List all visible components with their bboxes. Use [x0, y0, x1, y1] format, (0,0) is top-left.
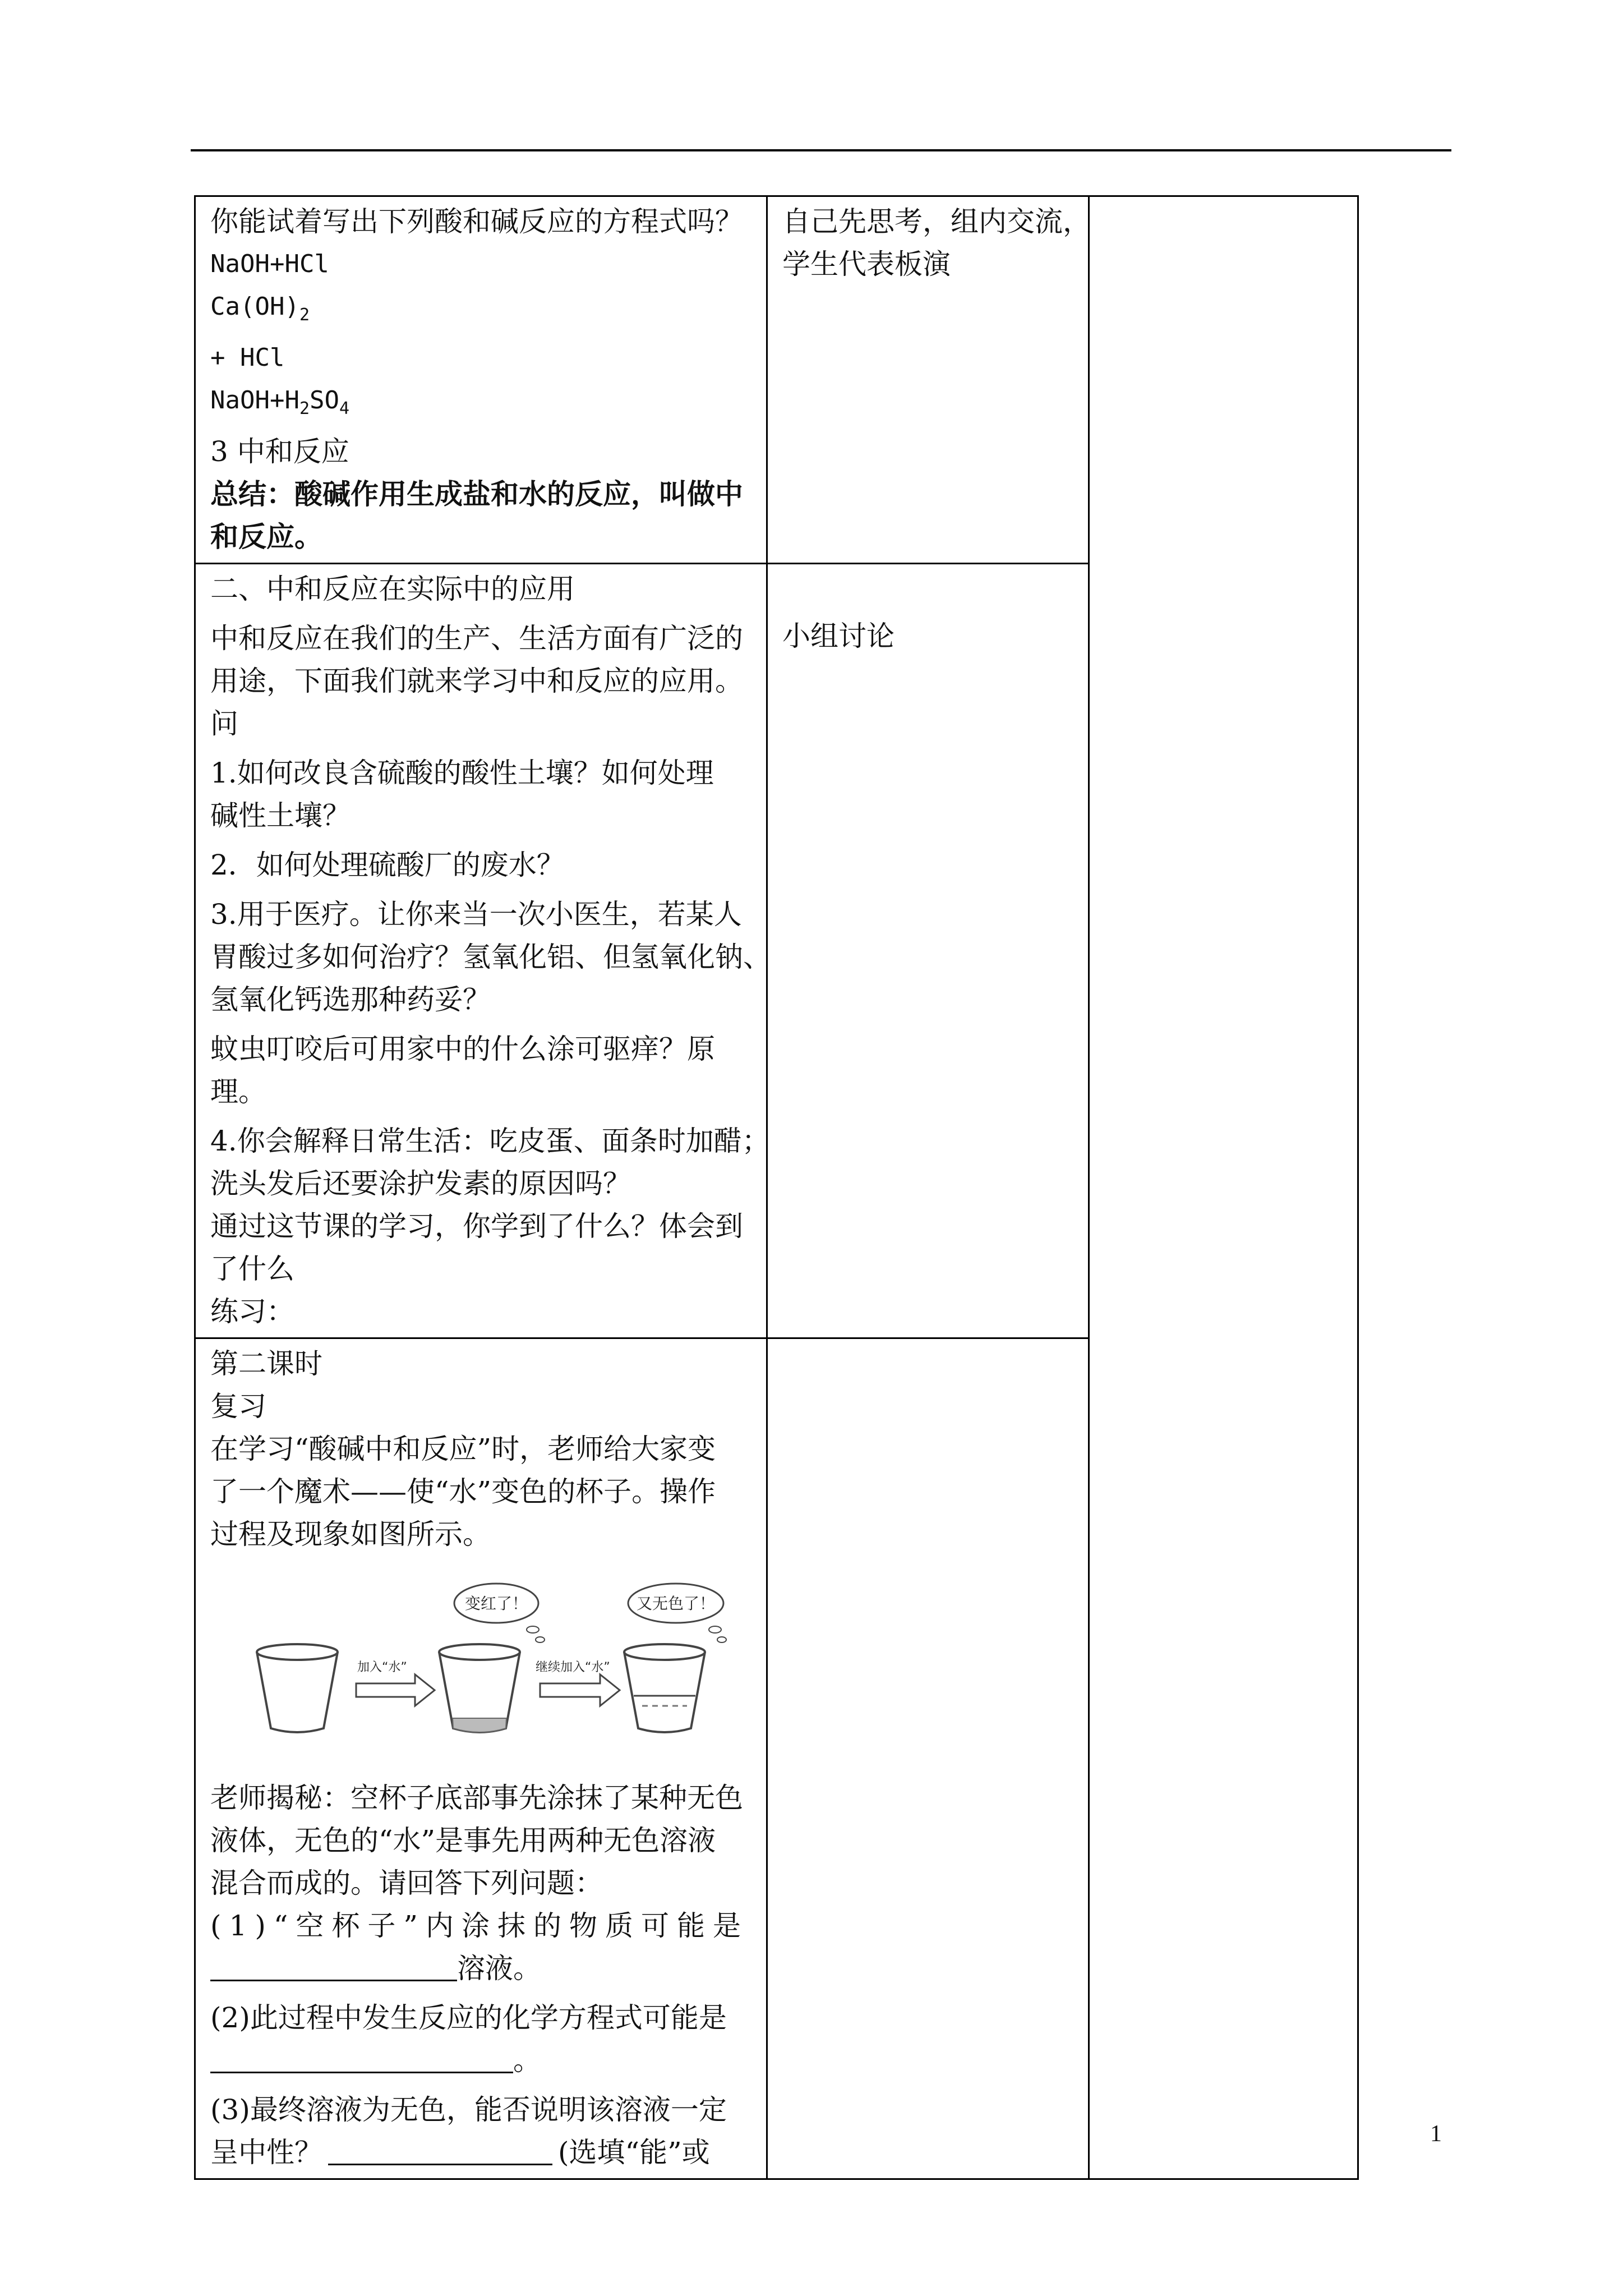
- question-1-line: (1)“空杯子”内涂抹的物质可能是: [210, 1909, 749, 1942]
- review-heading: 复习: [210, 1389, 266, 1423]
- question-line: 2．如何处理硫酸厂的废水？: [210, 848, 565, 881]
- speech-bubble-1: [454, 1584, 545, 1642]
- section-heading: 二、中和反应在实际中的应用: [210, 572, 575, 605]
- paragraph-line: 老师揭秘：空杯子底部事先涂抹了某种无色: [210, 1781, 743, 1814]
- bubble-2-label: 又无色了！: [636, 1594, 716, 1613]
- student-activity-cell: [767, 196, 1089, 564]
- magic-cup-figure: [227, 1578, 766, 1746]
- question-2-answer-line: [210, 2039, 755, 2082]
- question-3-line: (3)最终溶液为无色，能否说明该溶液一定: [210, 2093, 727, 2126]
- paragraph-line: 问: [210, 707, 238, 740]
- teaching-content-cell: [195, 563, 771, 1338]
- student-activity-cell: [767, 1338, 1089, 2179]
- activity-text: 小组讨论: [782, 619, 895, 652]
- question-1-tail: 溶液。: [457, 1952, 541, 1985]
- question-text: 你能试着写出下列酸和碱反应的方程式吗？: [210, 205, 743, 238]
- arrow-2-label: 继续加入“水”: [536, 1660, 610, 1674]
- question-line: 碱性土壤？: [210, 799, 351, 832]
- question-line: 蚊虫叮咬后可用家中的什么涂可驱痒？原: [210, 1032, 715, 1065]
- equation-naoh-h2so4: $NaOH+H_2SO_4$: [210, 385, 350, 418]
- paragraph-line: 中和反应在我们的生产、生活方面有广泛的: [210, 622, 743, 655]
- equation-caoh2: $Ca(OH)_2$: [210, 292, 310, 325]
- question-2-line: (2)此过程中发生反应的化学方程式可能是: [210, 2001, 727, 2034]
- question-line: 3.用于医疗。让你来当一次小医生，若某人: [210, 898, 742, 931]
- header-rule: [191, 149, 1451, 151]
- answer-blank[interactable]: [210, 2040, 513, 2073]
- lesson-period: 第二课时: [210, 1347, 322, 1380]
- teaching-content-cell: [195, 196, 767, 564]
- summary-text-cont: 和反应。: [210, 519, 322, 553]
- equation-naoh-hcl: NaOH+HCl: [210, 250, 329, 278]
- activity-text: 自己先思考，组内交流，: [782, 205, 1091, 238]
- answer-blank[interactable]: [328, 2132, 552, 2165]
- speech-bubble-2: [628, 1584, 726, 1642]
- question-line: 理。: [210, 1075, 266, 1108]
- question-line: 洗头发后还要涂护发素的原因吗？: [210, 1167, 631, 1200]
- notes-cell: [1089, 196, 1358, 2179]
- lesson-plan-table: [194, 195, 1359, 2180]
- table-row: [195, 196, 1358, 564]
- arrow-2-illustration: [536, 1660, 620, 1706]
- answer-blank[interactable]: [210, 1948, 457, 1981]
- question-3-tail: (选填“能”或: [558, 2136, 710, 2169]
- reflection-line: 通过这节课的学习，你学到了什么？体会到: [210, 1209, 743, 1243]
- red-cup-illustration: [439, 1644, 520, 1732]
- paragraph-line: 了一个魔术——使“水”变色的杯子。操作: [210, 1475, 716, 1508]
- student-activity-cell: [767, 563, 1089, 1338]
- section-heading: 3 中和反应: [210, 435, 349, 468]
- paragraph-line: 液体，无色的“水”是事先用两种无色溶液: [210, 1824, 716, 1857]
- paragraph-line: 混合而成的。请回答下列问题：: [210, 1866, 603, 1899]
- teaching-content-cell: [195, 1338, 767, 2179]
- equation-plus-hcl: + HCl: [210, 343, 285, 372]
- arrow-1-illustration: [356, 1660, 435, 1706]
- arrow-1-label: 加入“水”: [357, 1660, 407, 1674]
- question-line: 氢氧化钙选那种药妥？: [210, 983, 491, 1016]
- paragraph-line: 在学习“酸碱中和反应”时，老师给大家变: [210, 1432, 716, 1465]
- summary-text: 总结：酸碱作用生成盐和水的反应，叫做中: [210, 477, 743, 510]
- activity-text-cont: 学生代表板演: [782, 248, 951, 280]
- question-line: 4.你会解释日常生活：吃皮蛋、面条时加醋；: [210, 1124, 770, 1157]
- paragraph-line: 用途，下面我们就来学习中和反应的应用。: [210, 664, 743, 697]
- clear-cup-illustration: [624, 1644, 705, 1732]
- question-3-prompt: 呈中性？: [210, 2136, 322, 2169]
- question-3-answer-line: [210, 2131, 755, 2174]
- question-line: 胃酸过多如何治疗？氢氧化铝、但氢氧化钠、: [210, 940, 771, 973]
- paragraph-line: 过程及现象如图所示。: [210, 1517, 491, 1550]
- page-number: 1: [1430, 2121, 1442, 2147]
- question-2-tail: 。: [513, 2044, 541, 2077]
- practice-label: 练习：: [210, 1295, 294, 1328]
- bubble-1-label: 变红了！: [464, 1594, 528, 1613]
- question-line: 1.如何改良含硫酸的酸性土壤？如何处理: [210, 756, 714, 789]
- reflection-line: 了什么: [210, 1252, 294, 1285]
- empty-cup-illustration: [257, 1644, 338, 1732]
- question-1-answer-line: [210, 1947, 755, 1990]
